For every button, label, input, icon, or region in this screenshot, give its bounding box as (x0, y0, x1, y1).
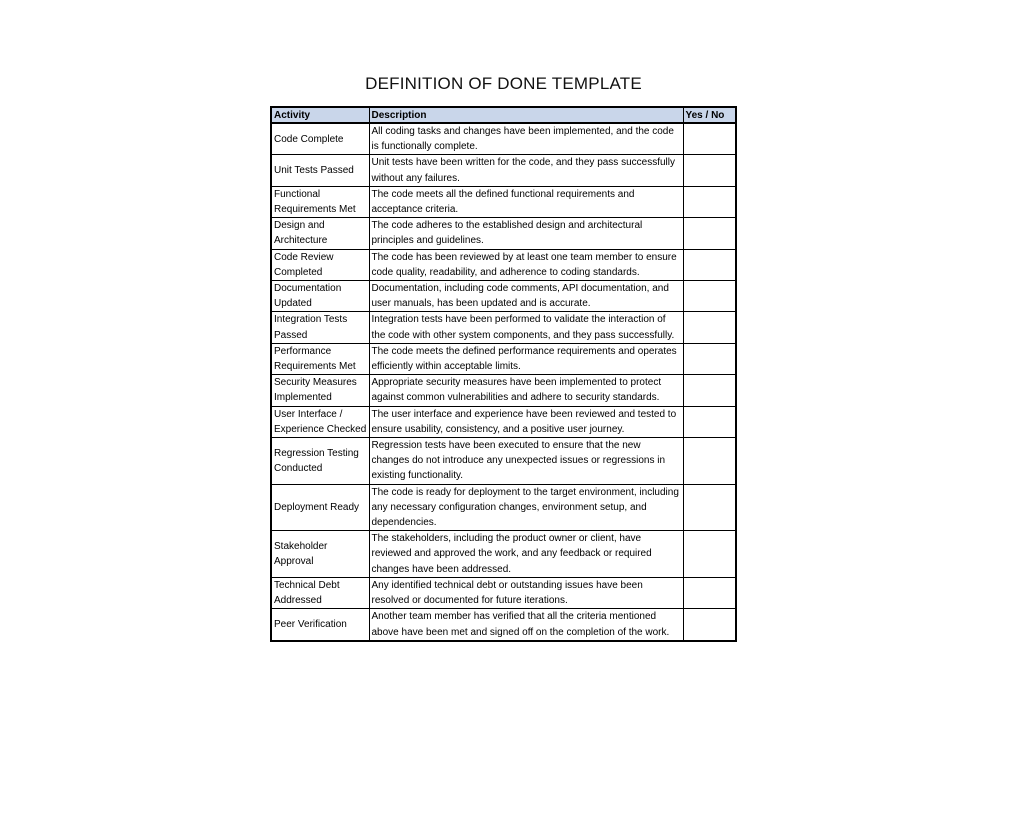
table-row (271, 406, 736, 437)
description-cell: Any identified technical debt or outstanding issues have been resolved or documented for future iterations. (369, 577, 683, 608)
activity-cell: User Interface / Experience Checked (271, 406, 369, 437)
description-cell: Another team member has verified that all the criteria mentioned above have been met and signed off on the completion of the work. (369, 609, 683, 641)
table-row (271, 186, 736, 217)
yes-no-cell[interactable] (683, 218, 736, 249)
yes-no-cell[interactable] (683, 609, 736, 641)
table-row (271, 577, 736, 608)
yes-no-cell[interactable] (683, 249, 736, 280)
table-header-row (271, 107, 736, 123)
description-cell: The code adheres to the established design and architectural principles and guidelines. (369, 218, 683, 249)
activity-cell: Integration Tests Passed (271, 312, 369, 343)
table-row (271, 438, 736, 485)
table-row (271, 531, 736, 578)
activity-cell: Code Review Completed (271, 249, 369, 280)
activity-cell: Stakeholder Approval (271, 531, 369, 578)
activity-cell: Technical Debt Addressed (271, 577, 369, 608)
description-cell: The code meets the defined performance requirements and operates efficiently within acceptable limits. (369, 343, 683, 374)
column-header-activity: Activity (271, 107, 369, 123)
column-header-yes-no: Yes / No (683, 107, 736, 123)
activity-cell: Unit Tests Passed (271, 155, 369, 186)
description-cell: The code has been reviewed by at least one team member to ensure code quality, readability, and adherence to coding standards. (369, 249, 683, 280)
activity-cell: Documentation Updated (271, 281, 369, 312)
table-row (271, 249, 736, 280)
table-row (271, 375, 736, 406)
table-row (271, 155, 736, 186)
page-title: DEFINITION OF DONE TEMPLATE (365, 74, 642, 93)
description-cell: The code meets all the defined functional requirements and acceptance criteria. (369, 186, 683, 217)
description-cell: Documentation, including code comments, API documentation, and user manuals, has been updated and is accurate. (369, 281, 683, 312)
table-row (271, 281, 736, 312)
activity-cell: Code Complete (271, 123, 369, 155)
description-cell: Regression tests have been executed to ensure that the new changes do not introduce any unexpected issues or regressions in existing functionality. (369, 438, 683, 485)
description-cell: The stakeholders, including the product owner or client, have reviewed and approved the work, and any feedback or required changes have been addressed. (369, 531, 683, 578)
yes-no-cell[interactable] (683, 438, 736, 485)
activity-cell: Deployment Ready (271, 484, 369, 531)
yes-no-cell[interactable] (683, 312, 736, 343)
table-row (271, 123, 736, 155)
yes-no-cell[interactable] (683, 484, 736, 531)
activity-cell: Performance Requirements Met (271, 343, 369, 374)
description-cell: Appropriate security measures have been implemented to protect against common vulnerabilities and adhere to security standards. (369, 375, 683, 406)
activity-cell: Functional Requirements Met (271, 186, 369, 217)
yes-no-cell[interactable] (683, 531, 736, 578)
description-cell: Unit tests have been written for the code, and they pass successfully without any failures. (369, 155, 683, 186)
activity-cell: Regression Testing Conducted (271, 438, 369, 485)
yes-no-cell[interactable] (683, 281, 736, 312)
description-cell: The user interface and experience have been reviewed and tested to ensure usability, consistency, and a positive user journey. (369, 406, 683, 437)
yes-no-cell[interactable] (683, 186, 736, 217)
yes-no-cell[interactable] (683, 123, 736, 155)
yes-no-cell[interactable] (683, 343, 736, 374)
yes-no-cell[interactable] (683, 577, 736, 608)
table-row (271, 312, 736, 343)
activity-cell: Security Measures Implemented (271, 375, 369, 406)
table-row (271, 218, 736, 249)
column-header-description: Description (369, 107, 683, 123)
description-cell: The code is ready for deployment to the target environment, including any necessary configuration changes, environment setup, and dependencies. (369, 484, 683, 531)
description-cell: Integration tests have been performed to validate the interaction of the code with other system components, and they pass successfully. (369, 312, 683, 343)
yes-no-cell[interactable] (683, 155, 736, 186)
table-row (271, 484, 736, 531)
yes-no-cell[interactable] (683, 375, 736, 406)
description-cell: All coding tasks and changes have been implemented, and the code is functionally complete. (369, 123, 683, 155)
activity-cell: Peer Verification (271, 609, 369, 641)
activity-cell: Design and Architecture (271, 218, 369, 249)
definition-of-done-table (270, 106, 737, 642)
table-row (271, 343, 736, 374)
table-row (271, 609, 736, 641)
yes-no-cell[interactable] (683, 406, 736, 437)
